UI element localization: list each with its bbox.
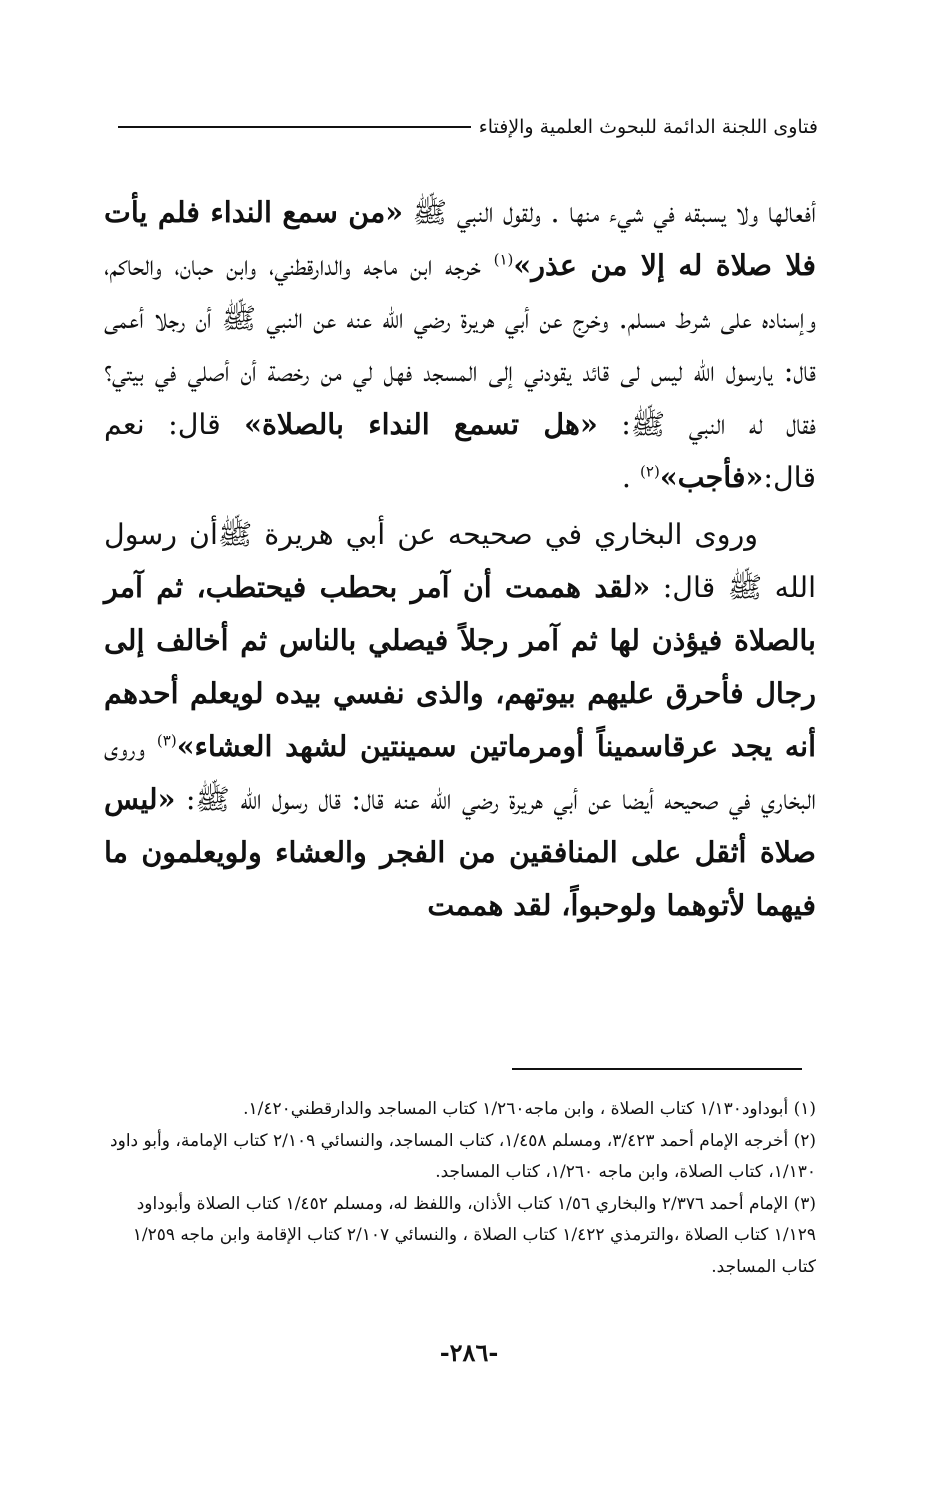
footnotes	[104, 1094, 816, 1283]
header-title: فتاوى اللجنة الدائمة للبحوث العلمية والإفتاء	[478, 116, 818, 138]
body-text-segment: وروى البخاري في صحيحه أيضا عن أبي هريرة رضي الله عنه قال: قال رسول الله ﷺ:	[104, 730, 816, 816]
page-number: -٢٨٦-	[439, 1338, 499, 1367]
header-rule	[118, 126, 471, 128]
hadith-quote: «فأجب»	[659, 460, 764, 494]
body-text-segment: خرجه ابن ماجه والدارقطني، وابن حبان، والحاكم، وإسناده على شرط مسلم. وخرج عن أبي هريرة رضي الله عنه عن النبي ﷺ أن رجلا أعمى قال: يارسول الله ليس لى قائد يقودني إلى المسجد فهل لي من رخصة أن أصلي في بيتي؟ فقال له النبي ﷺ:	[104, 249, 816, 441]
body-text-segment: أفعالها ولا يسبقه في شيء منها . ولقول النبي ﷺ	[403, 196, 816, 229]
footnote-marker[interactable]: (٢)	[640, 462, 660, 481]
running-header	[118, 112, 818, 142]
footnote-marker[interactable]: (١)	[493, 250, 514, 269]
body-paragraph	[104, 186, 816, 504]
hadith-quote: «لقد هممت أن آمر بحطب فيحتطب، ثم آمر بالصلاة فيؤذن لها ثم آمر رجلاً فيصلي بالناس ثم أخالف إلى رجال فأحرق عليهم بيوتهم، والذى نفسي بيده لويعلم أحدهم أنه يجد عرقاسميناً أومرماتين سمينتين لشهد العشاء»	[104, 570, 816, 763]
footnote-separator	[512, 1068, 802, 1070]
hadith-quote: «من سمع النداء فلم يأت فلا صلاة له إلا من عذر»	[104, 195, 816, 282]
body-text-segment: قال: نعم قال:	[104, 408, 816, 494]
hadith-quote: «هل تسمع النداء بالصلاة»	[244, 407, 598, 441]
body-text-segment: .	[621, 461, 641, 494]
hadith-quote: «ليس صلاة أثقل على المنافقين من الفجر والعشاء ولويعلمون ما فيهما لأتوهما ولوحبواً، لقد هممت	[104, 782, 816, 922]
footnote-entry: (٢) أخرجه الإمام أحمد ٣/٤٢٣، ومسلم ١/٤٥٨، كتاب المساجد، والنسائي ٢/١٠٩ كتاب الإمامة، وأبو داود ١/١٣٠، كتاب الصلاة، وابن ماجه ١/٢٦٠، كتاب المساجد.	[110, 1130, 816, 1182]
footnote-entry: (١) أبوداود١/١٣٠ كتاب الصلاة ، وابن ماجه١/٢٦٠ كتاب المساجد والدارقطني١/٤٢٠.	[243, 1099, 816, 1119]
body-text	[104, 186, 816, 932]
footnote-marker[interactable]: (٣)	[156, 731, 177, 750]
body-text-segment: وروى البخاري في صحيحه عن أبي هريرة ﷺأن رسول الله ﷺ قال:	[104, 518, 816, 604]
footnote-entry: (٣) الإمام أحمد ٢/٣٧٦ والبخاري ١/٥٦ كتاب الأذان، واللفظ له، ومسلم ١/٤٥٢ كتاب الصلاة وأبوداود ١/١٢٩ كتاب الصلاة ،والترمذي ١/٤٢٢ كتاب الصلاة ، والنسائي ٢/١٠٧ كتاب الإقامة وابن ماجه ١/٢٥٩ كتاب المساجد.	[132, 1193, 816, 1277]
body-paragraph	[104, 508, 816, 932]
